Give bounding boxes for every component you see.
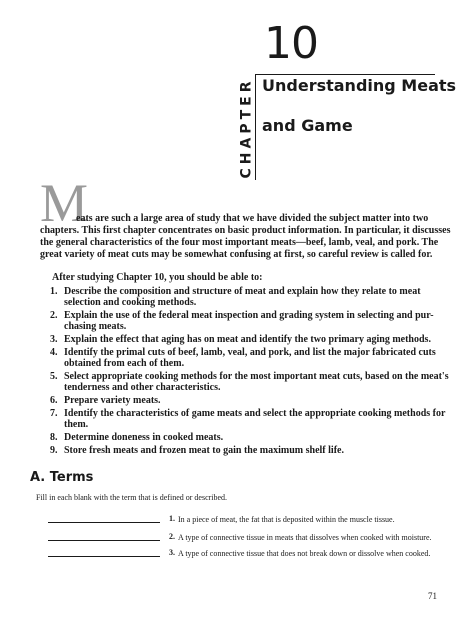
objective-text: them.: [64, 419, 89, 430]
chapter-rule-vertical: [255, 74, 256, 180]
answer-blank[interactable]: [48, 540, 160, 541]
objective-text: Identify the primal cuts of beef, lamb, veal, and pork, and list the major fabricated cuts: [64, 347, 436, 358]
chapter-rule-horizontal: [255, 74, 435, 75]
objective-item: [50, 310, 450, 332]
chapter-label-vertical: [236, 72, 256, 184]
objective-number: 3.: [50, 334, 58, 345]
objective-number: 7.: [50, 408, 58, 419]
objective-text: Describe the composition and structure of meat and explain how they relate to meat: [64, 286, 421, 297]
question-number: 1.: [169, 514, 175, 523]
page-number: 71: [428, 591, 437, 601]
intro-line-4: great variety of meat cuts may be somewhat confusing at first, so careful review is called for.: [40, 249, 433, 260]
objective-number: 1.: [50, 286, 58, 297]
answer-blank[interactable]: [48, 522, 160, 523]
objective-number: 2.: [50, 310, 58, 321]
objective-text: Store fresh meats and frozen meat to gain the maximum shelf life.: [64, 445, 344, 456]
objective-text: Identify the characteristics of game meats and select the appropriate cooking methods for: [64, 408, 446, 419]
chapter-label-text: CHAPTER: [238, 77, 255, 179]
section-instruction: Fill in each blank with the term that is defined or described.: [36, 493, 228, 502]
answer-blank[interactable]: [48, 556, 160, 557]
intro-line-2: chapters. This first chapter concentrates on basic product information. In particular, it discusses: [40, 225, 451, 236]
objective-text: chasing meats.: [64, 321, 127, 332]
objective-text: Explain the use of the federal meat inspection and grading system in selecting and pur-: [64, 310, 434, 321]
intro-line-3: the general characteristics of the four most important meats—beef, lamb, veal, and pork. The: [40, 237, 439, 248]
objective-text: tenderness and other characteristics.: [64, 382, 221, 393]
question-number: 3.: [169, 548, 175, 557]
chapter-number: 10: [264, 18, 318, 69]
objective-number: 9.: [50, 445, 58, 456]
question-number: 2.: [169, 532, 175, 541]
objective-number: 6.: [50, 395, 58, 406]
question-text: A type of connective tissue that does not break down or dissolve when cooked.: [178, 549, 431, 558]
objective-number: 4.: [50, 347, 58, 358]
objective-text: Determine doneness in cooked meats.: [64, 432, 224, 443]
objective-text: Select appropriate cooking methods for the most important meat cuts, based on the meat's: [64, 371, 449, 382]
objective-text: selection and cooking methods.: [64, 297, 197, 308]
objective-item: [50, 347, 450, 369]
objective-text: Prepare variety meats.: [64, 395, 161, 406]
section-title: A. Terms: [30, 470, 94, 485]
question-text: A type of connective tissue in meats that dissolves when cooked with moisture.: [178, 533, 432, 542]
objective-item: [50, 432, 450, 443]
objective-number: 8.: [50, 432, 58, 443]
drop-cap: M: [40, 173, 89, 233]
objective-item: [50, 395, 450, 406]
objective-item: [50, 286, 450, 308]
objective-text: Explain the effect that aging has on meat and identify the two primary aging methods.: [64, 334, 431, 345]
intro-line-1: eats are such a large area of study that we have divided the subject matter into two: [76, 213, 429, 224]
objective-item: [50, 445, 450, 456]
question-text: In a piece of meat, the fat that is deposited within the muscle tissue.: [178, 515, 395, 524]
chapter-title-line-2: and Game: [262, 116, 353, 135]
objective-text: obtained from each of them.: [64, 358, 185, 369]
objectives-list: [50, 286, 450, 458]
objective-item: [50, 371, 450, 393]
objective-item: [50, 408, 450, 430]
intro-lead-in: After studying Chapter 10, you should be able to:: [52, 272, 263, 283]
objective-item: [50, 334, 450, 345]
objective-number: 5.: [50, 371, 58, 382]
chapter-title-line-1: Understanding Meats: [262, 76, 457, 95]
